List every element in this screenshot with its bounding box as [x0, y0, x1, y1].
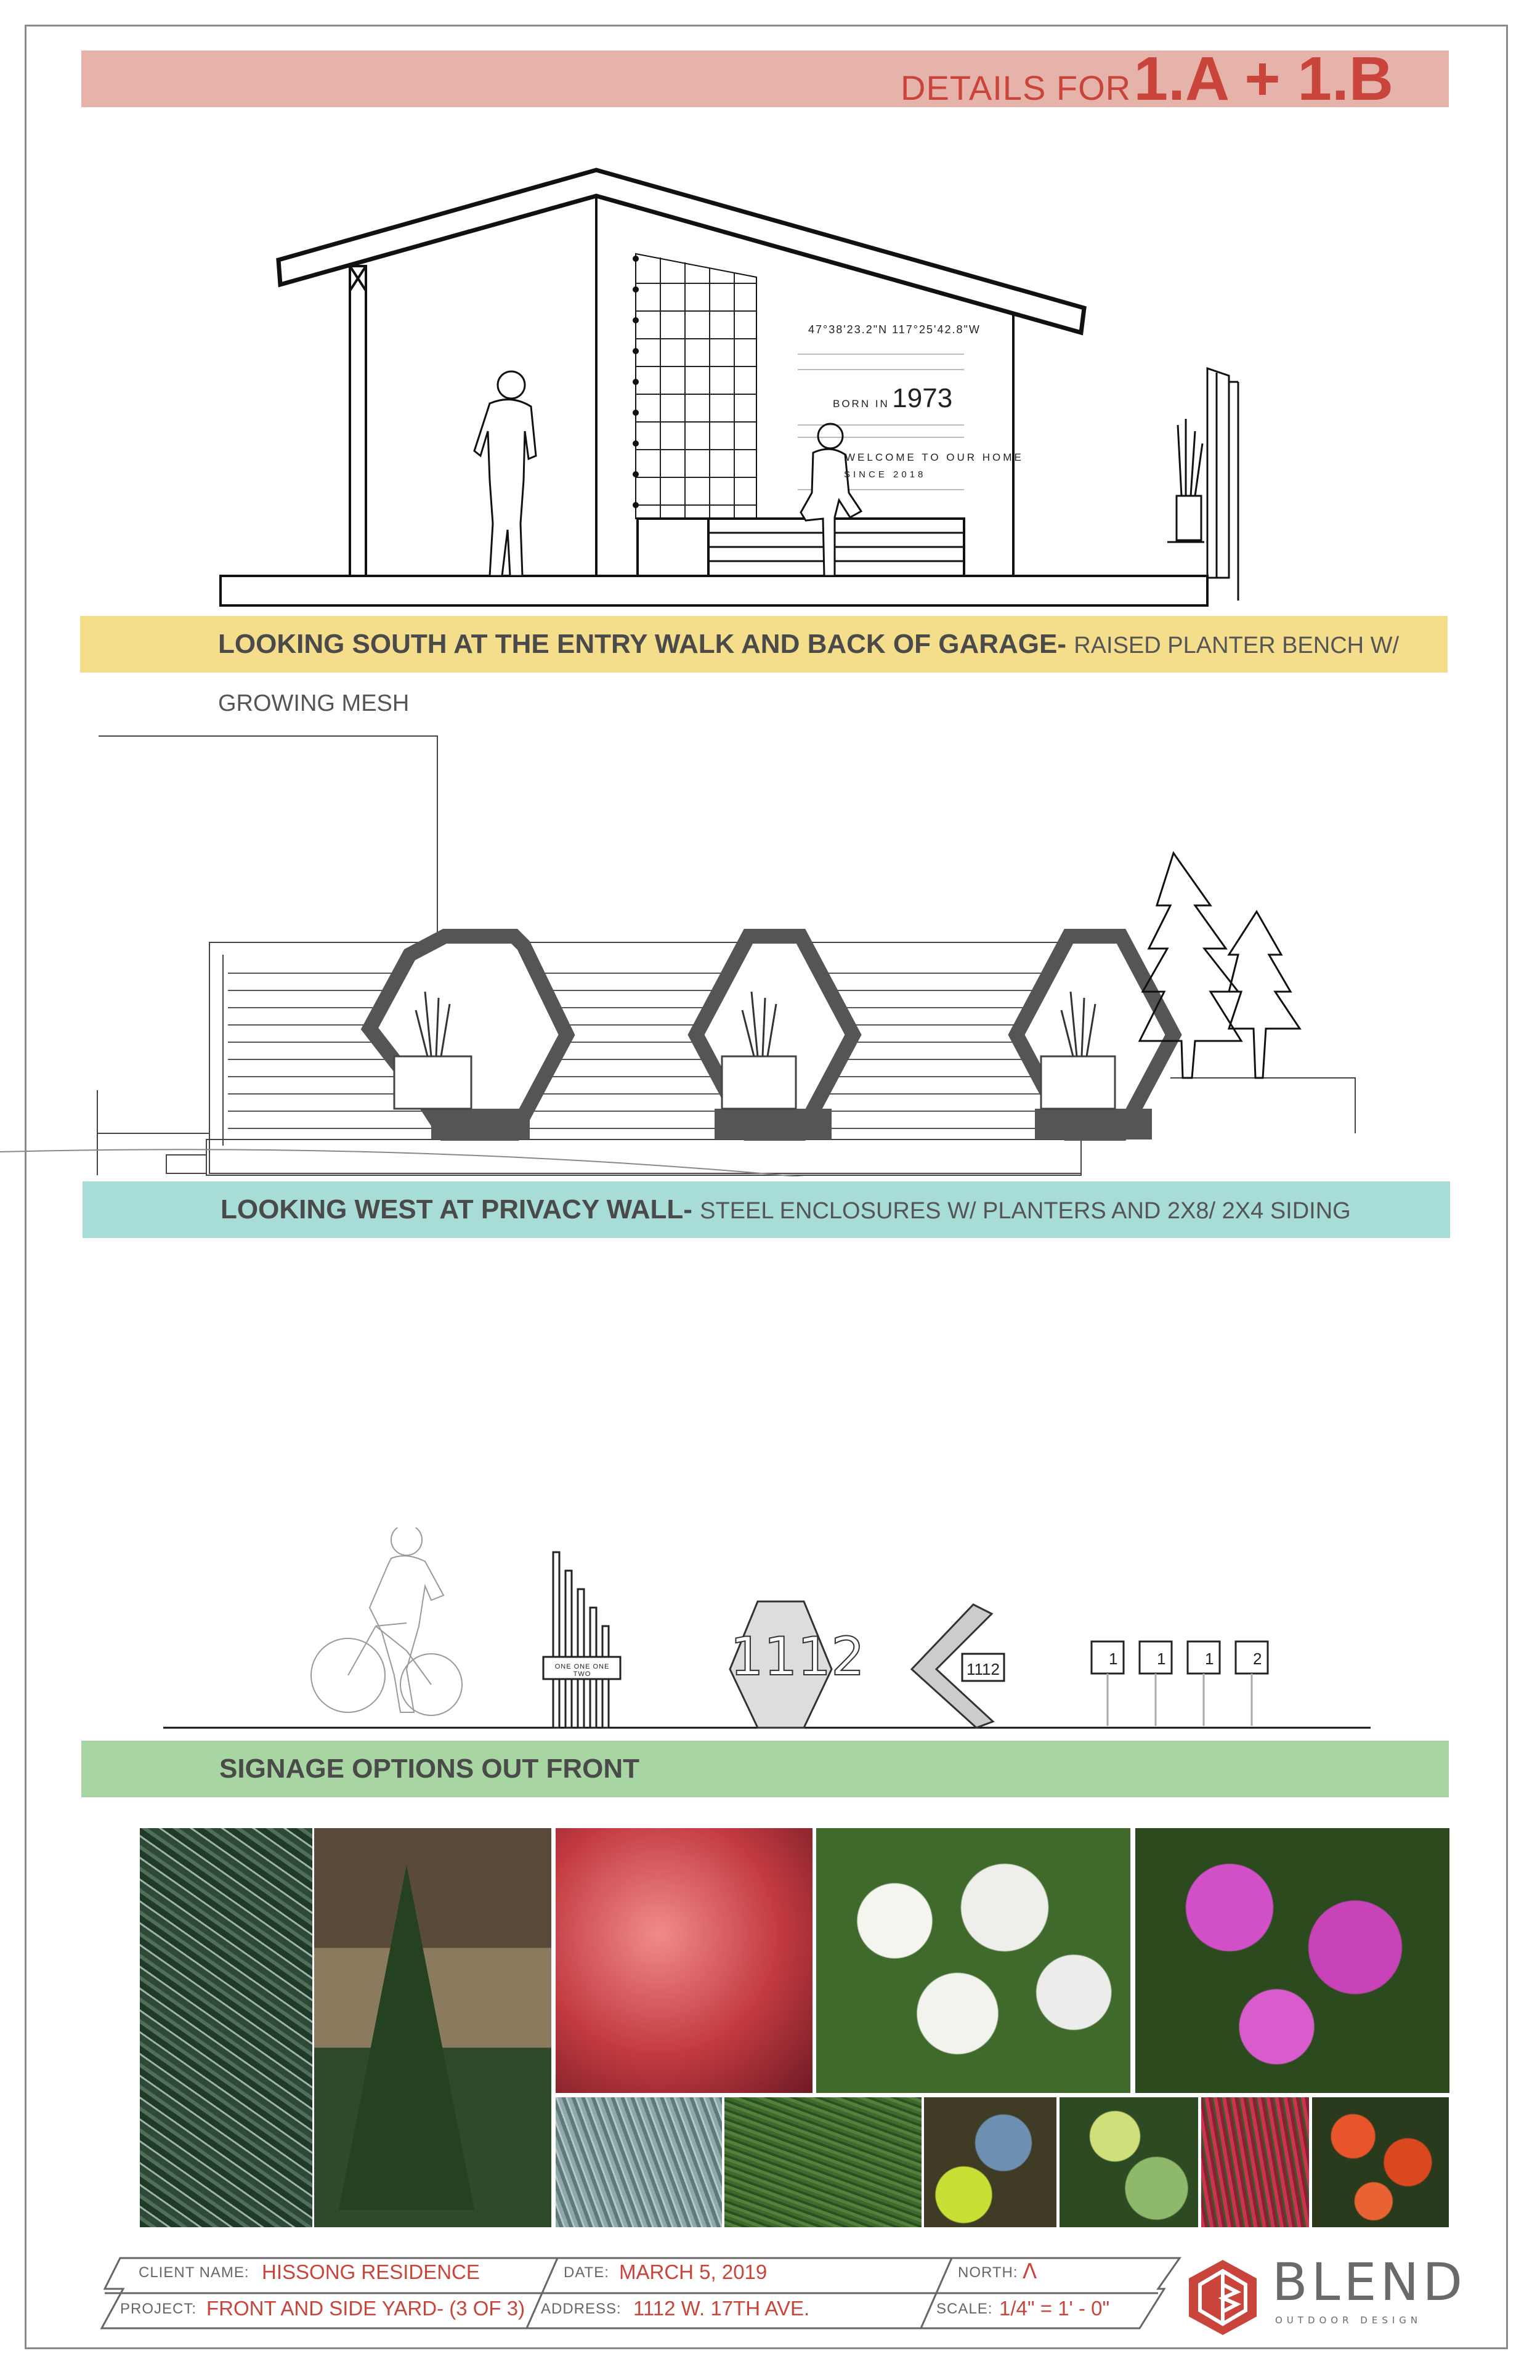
client-name-label: CLIENT NAME:: [139, 2264, 249, 2281]
caption-privacy-bold: LOOKING WEST AT PRIVACY WALL-: [221, 1194, 692, 1224]
logo-tagline: OUTDOOR DESIGN: [1275, 2315, 1422, 2326]
title-prefix: DETAILS FOR: [901, 68, 1132, 107]
caption-garage-bold: LOOKING SOUTH AT THE ENTRY WALK AND BACK OF GARAGE-: [218, 629, 1066, 659]
caption-band-privacy-wall: [83, 1181, 1450, 1238]
blend-logo-icon: [1183, 2257, 1263, 2338]
wall-sign-since: SINCE 2018: [844, 469, 926, 480]
privacy-wall-elevation-drawing: [0, 708, 1540, 1176]
sign-option-d-digit-1: 1: [1109, 1649, 1118, 1668]
plant-photo-red-japanese-maple: [556, 1828, 813, 2093]
project-label: PROJECT:: [120, 2301, 197, 2317]
sign-option-d-digit-4: 2: [1253, 1649, 1262, 1668]
garage-elevation-drawing: [0, 0, 1540, 616]
sign-option-a-label: ONE ONE ONE TWO: [554, 1663, 610, 1678]
plant-photo-red-astilbe: [1201, 2097, 1309, 2227]
north-arrow-icon: Λ: [1023, 2259, 1037, 2284]
plant-photo-blue-fescue: [556, 2097, 722, 2227]
plant-photo-orange-flowers: [1312, 2097, 1449, 2227]
wall-sign-coordinates: 47°38'23.2"N 117°25'42.8"W: [808, 323, 981, 336]
plant-photo-hosta-mix: [1060, 2097, 1198, 2227]
plant-photo-heuchera-mix: [924, 2097, 1056, 2227]
client-name-value: HISSONG RESIDENCE: [262, 2261, 480, 2283]
scale-value: 1/4" = 1' - 0": [999, 2297, 1110, 2320]
wall-sign-born-year: 1973: [892, 383, 953, 413]
north-label: NORTH:: [958, 2264, 1018, 2281]
caption-garage-sub: RAISED PLANTER BENCH W/ GROWING MESH: [218, 633, 1400, 716]
caption-band-garage: [80, 616, 1448, 716]
sign-option-d-digit-3: 1: [1205, 1649, 1214, 1668]
plant-photo-pine-texture: [140, 1828, 312, 2227]
logo-wordmark: BLEND: [1272, 2252, 1467, 2312]
wall-sign-born: [833, 383, 952, 414]
sign-option-c-number: 1112: [967, 1660, 1000, 1678]
plant-photo-white-hydrangea: [816, 1828, 1130, 2093]
caption-signage-bold: SIGNAGE OPTIONS OUT FRONT: [219, 1754, 640, 1784]
project-value: FRONT AND SIDE YARD- (3 OF 3): [206, 2297, 525, 2320]
date-label: DATE:: [564, 2264, 609, 2281]
wall-sign-welcome: WELCOME TO OUR HOME: [845, 451, 1024, 463]
date-value: MARCH 5, 2019: [619, 2261, 768, 2283]
caption-privacy-sub: STEEL ENCLOSURES W/ PLANTERS AND 2X8/ 2X4 SIDING: [700, 1198, 1351, 1224]
address-label: ADDRESS:: [541, 2301, 622, 2317]
wall-sign-born-prefix: BORN IN: [833, 398, 890, 410]
sign-option-b-number: 1112: [730, 1626, 865, 1688]
caption-band-signage: [81, 1741, 1449, 1797]
conifer-shape: [339, 1865, 474, 2210]
plant-photo-pink-rhododendron: [1135, 1828, 1449, 2093]
title-code: 1.A + 1.B: [1133, 44, 1393, 113]
plant-photo-conifer-tree: [314, 1828, 551, 2227]
sign-option-d-digit-2: 1: [1157, 1649, 1166, 1668]
plant-photo-green-groundcover: [724, 2097, 922, 2227]
scale-label: SCALE:: [936, 2301, 993, 2317]
address-value: 1112 W. 17TH AVE.: [633, 2297, 810, 2320]
